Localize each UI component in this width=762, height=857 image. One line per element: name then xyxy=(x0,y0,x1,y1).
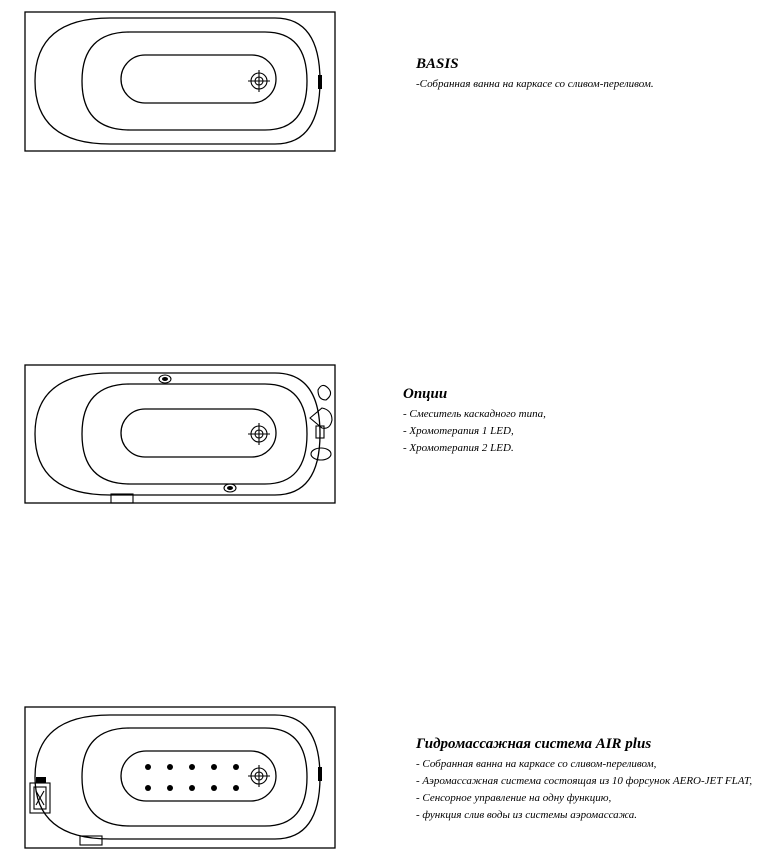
bathtub-floor xyxy=(121,409,276,457)
section-airplus xyxy=(416,736,752,824)
section-line: - Хромотерапия 2 LED. xyxy=(403,442,514,454)
section-line: - Аэромассажная система состоящая из 10 форсунок AERO-JET FLAT, xyxy=(416,775,753,787)
bathtub-basin xyxy=(82,384,307,484)
bathtub-outer-frame xyxy=(25,365,335,503)
section-line: - Собранная ванна на каркасе со сливом-переливом, xyxy=(416,758,657,770)
drain-icon xyxy=(248,423,270,445)
bathtub-basis-drawing xyxy=(0,5,360,155)
led-light-icon xyxy=(159,375,171,383)
section-line: - Смеситель каскадного типа, xyxy=(403,408,546,420)
section-title: Опции xyxy=(403,386,448,402)
aero-jet-icon xyxy=(189,764,195,770)
bathtub-basin xyxy=(82,32,307,130)
air-blower-unit-icon xyxy=(30,777,50,813)
bathtub-airplus-drawing xyxy=(0,703,360,853)
aero-jet-icon xyxy=(233,785,239,791)
aero-jet-icon xyxy=(189,785,195,791)
bathtub-rim xyxy=(35,373,320,495)
aero-jet-icon xyxy=(211,764,217,770)
bathtub-basin xyxy=(82,728,307,826)
overflow-icon xyxy=(318,75,322,89)
section-title: Гидромассажная система AIR plus xyxy=(416,736,652,752)
bathtub-floor xyxy=(121,55,276,103)
section-line: - функция слив воды из системы аэромассажа. xyxy=(416,809,638,821)
aero-jet-icon xyxy=(145,764,151,770)
drain-icon xyxy=(248,70,270,92)
section-line: - Хромотерапия 1 LED, xyxy=(403,425,514,437)
section-options xyxy=(403,386,546,457)
aero-jet-icon xyxy=(167,764,173,770)
bathtub-options-svg xyxy=(0,360,360,510)
section-line: -Собранная ванна на каркасе со сливом-переливом. xyxy=(416,78,654,90)
bathtub-rim xyxy=(35,18,320,144)
section-basis xyxy=(416,56,654,93)
aero-jet-icon xyxy=(233,764,239,770)
aero-jet-icon xyxy=(167,785,173,791)
bathtub-rim xyxy=(35,715,320,839)
bathtub-options-drawing xyxy=(0,360,360,510)
aero-jet-icon xyxy=(211,785,217,791)
overflow-icon xyxy=(318,767,322,781)
section-line: - Сенсорное управление на одну функцию, xyxy=(416,792,612,804)
led-light-icon xyxy=(224,484,236,492)
aero-jet-icon xyxy=(145,785,151,791)
drain-icon xyxy=(248,765,270,787)
section-title: BASIS xyxy=(416,56,459,72)
bathtub-basis-svg xyxy=(0,5,360,155)
bathtub-airplus-svg xyxy=(0,703,360,853)
